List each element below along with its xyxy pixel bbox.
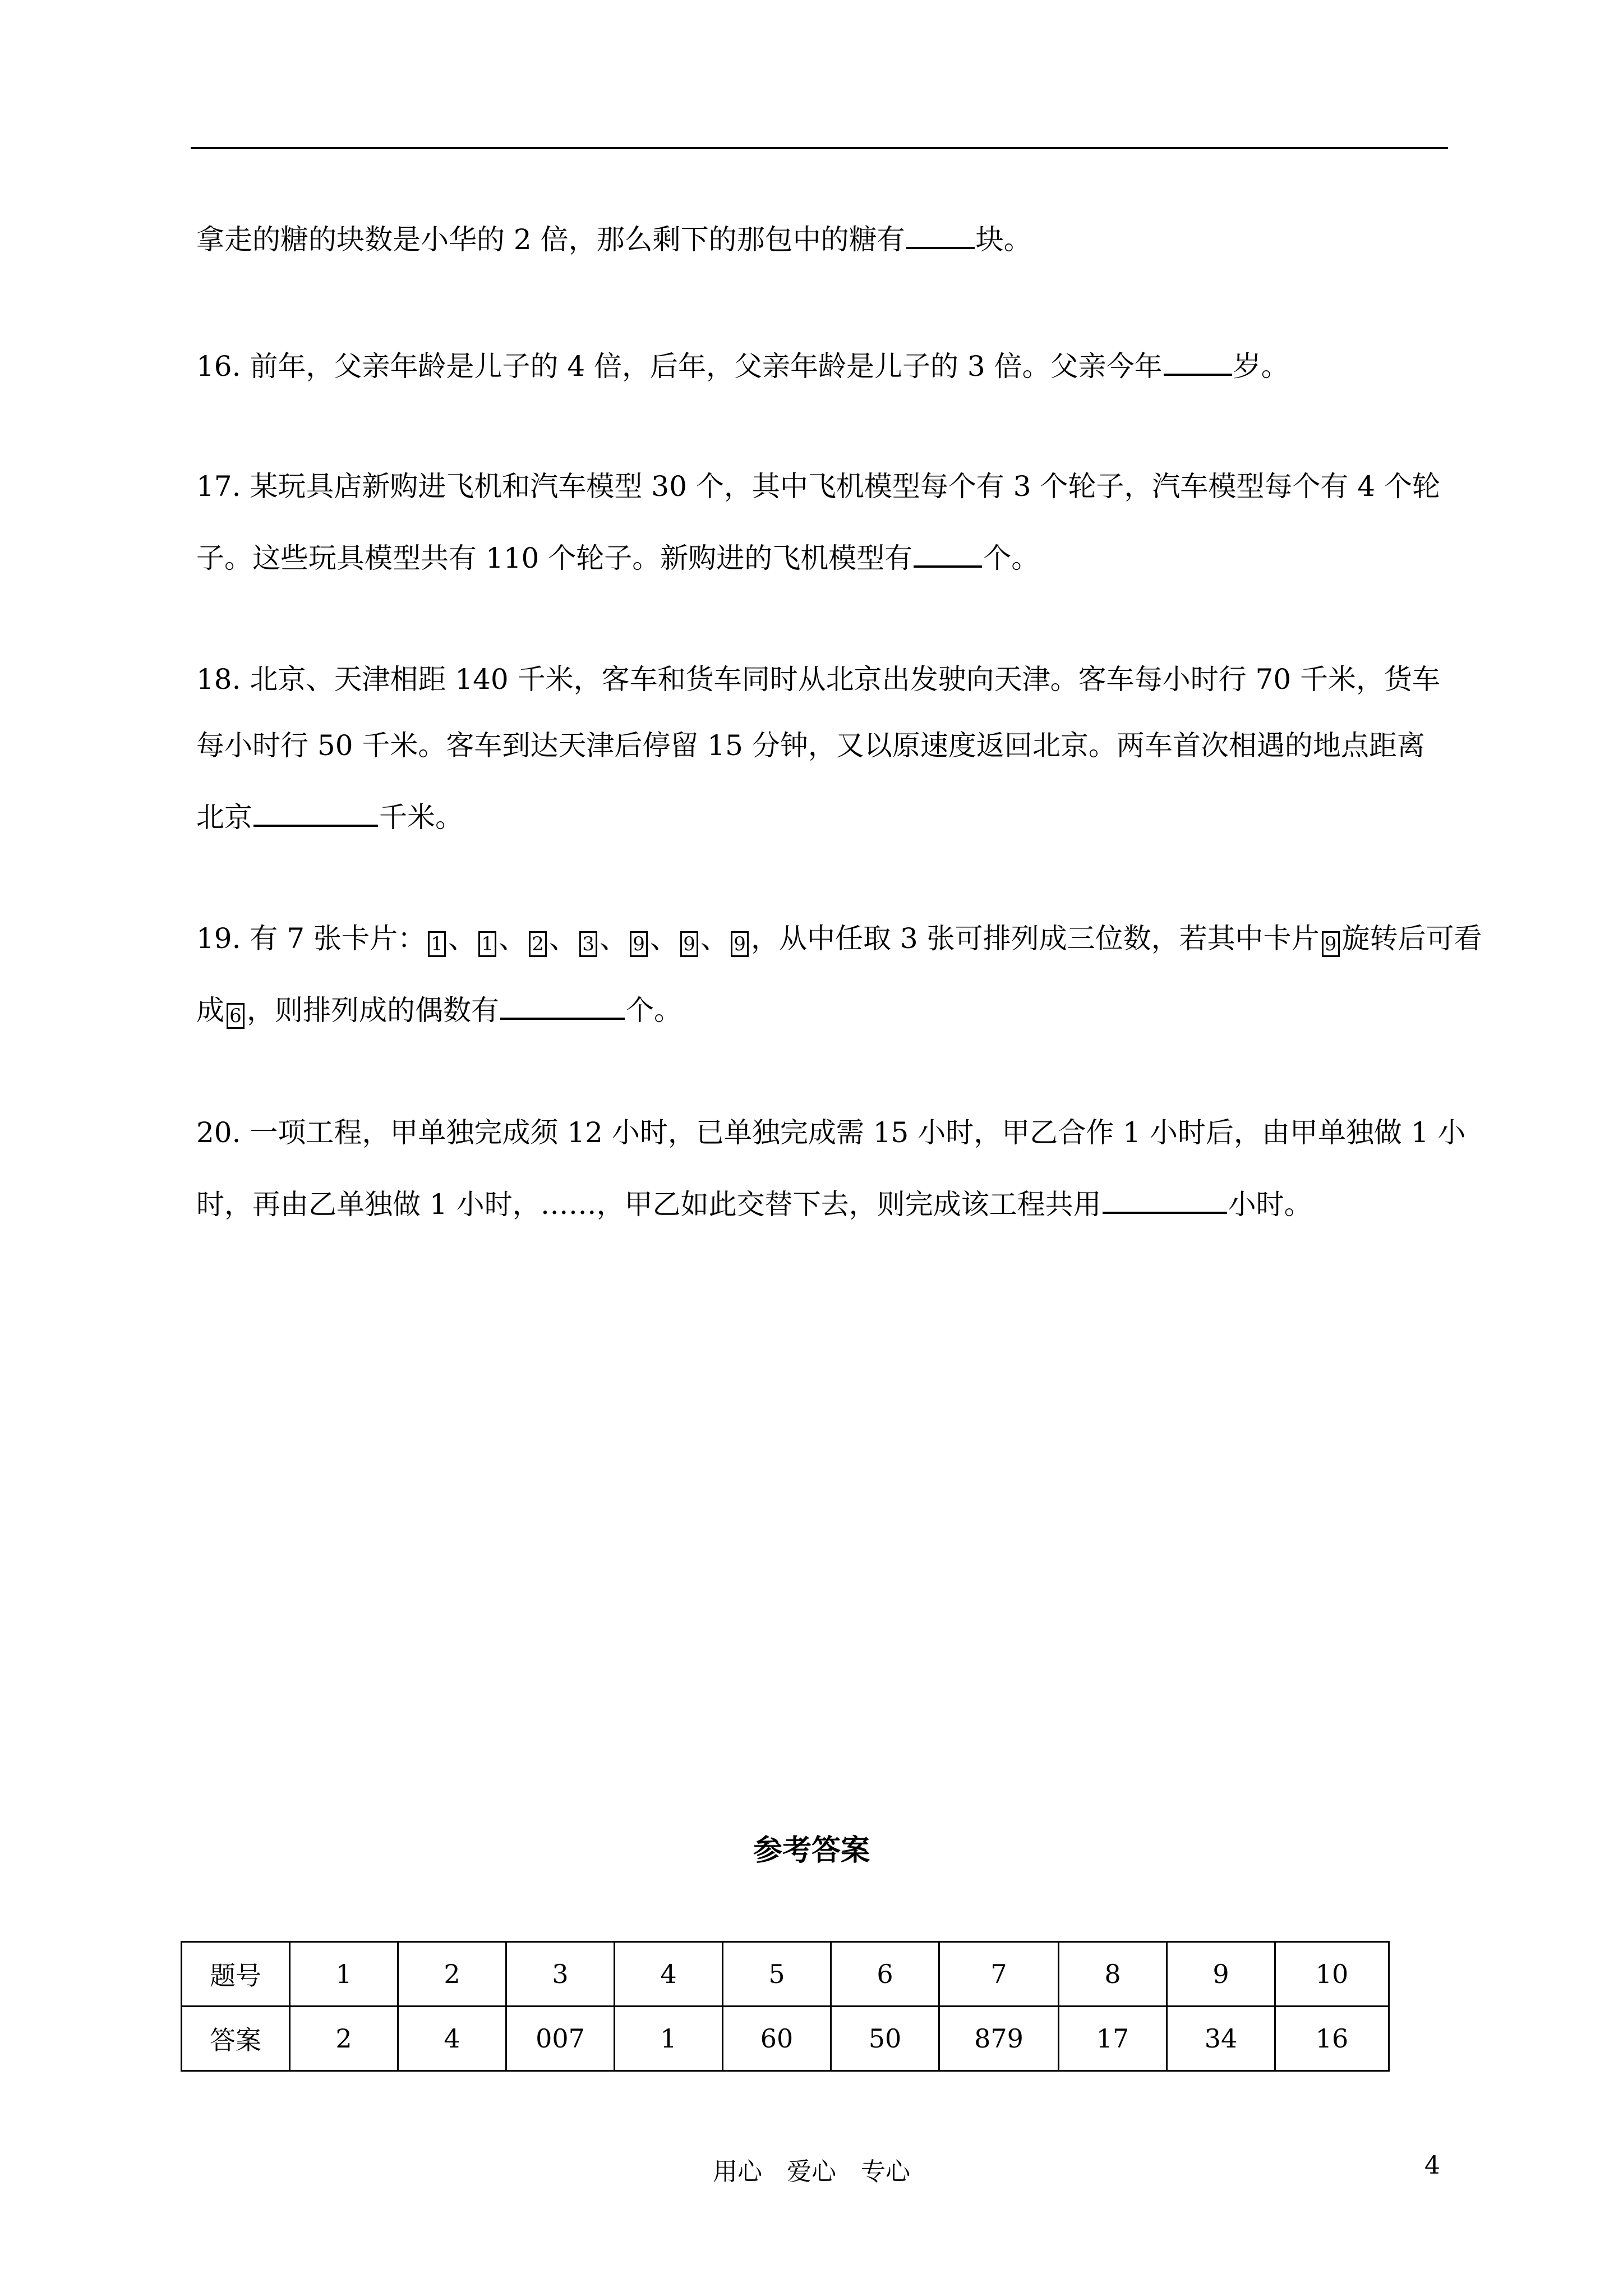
table-cell: 3 xyxy=(506,1942,615,2007)
table-cell: 10 xyxy=(1275,1942,1389,2007)
answer-blank xyxy=(1103,1185,1227,1214)
answer-blank xyxy=(906,220,975,249)
problem-17-line1: 17. 某玩具店新购进飞机和汽车模型 30 个，其中飞机模型每个有 3 个轮子，汽车模型每个有 4 个轮 xyxy=(196,470,1441,503)
table-cell: 16 xyxy=(1275,2007,1389,2071)
table-row-numbers xyxy=(182,1942,1389,2007)
answers-table xyxy=(181,1941,1390,2072)
table-cell: 50 xyxy=(831,2007,939,2071)
digit-card: 1 xyxy=(478,931,496,957)
problem-16: 16. 前年，父亲年龄是儿子的 4 倍，后年，父亲年龄是儿子的 3 倍。父亲今年 岁。 xyxy=(196,347,1289,380)
table-cell: 5 xyxy=(723,1942,831,2007)
digit-card: 9 xyxy=(1322,931,1340,957)
digit-card: 9 xyxy=(630,931,648,957)
table-cell: 6 xyxy=(831,1942,939,2007)
answer-blank xyxy=(253,798,378,827)
digit-card: 1 xyxy=(428,931,446,957)
answers-title: 参考答案 xyxy=(753,1833,870,1867)
table-cell: 1 xyxy=(615,2007,723,2071)
table-cell: 1 xyxy=(290,1942,398,2007)
digit-card: 2 xyxy=(529,931,547,957)
table-cell: 34 xyxy=(1167,2007,1275,2071)
table-cell: 4 xyxy=(398,2007,506,2071)
row-header: 答案 xyxy=(182,2007,290,2071)
header-rule xyxy=(191,147,1448,149)
problem-18-line1: 18. 北京、天津相距 140 千米，客车和货车同时从北京出发驶向天津。客车每小时行 70 千米，货车 xyxy=(196,663,1441,696)
table-row-answers xyxy=(182,2007,1389,2071)
digit-card: 9 xyxy=(731,931,749,957)
table-cell: 4 xyxy=(615,1942,723,2007)
problem-18-line2: 每小时行 50 千米。客车到达天津后停留 15 分钟，又以原速度返回北京。两车首次相遇的地点距离 xyxy=(196,729,1425,762)
digit-card: 6 xyxy=(227,1003,245,1029)
problem-19-line2: 成 6 ，则排列成的偶数有 个。 xyxy=(196,991,682,1029)
digit-card: 9 xyxy=(680,931,698,957)
table-cell: 007 xyxy=(506,2007,615,2071)
table-cell: 2 xyxy=(290,2007,398,2071)
problem-17-line2: 子。这些玩具模型共有 110 个轮子。新购进的飞机模型有 个。 xyxy=(196,539,1039,572)
table-cell: 9 xyxy=(1167,1942,1275,2007)
table-cell: 8 xyxy=(1059,1942,1167,2007)
problem-18-line3: 北京 千米。 xyxy=(196,798,463,831)
table-cell: 60 xyxy=(723,2007,831,2071)
footer-motto: 用心 爱心 专心 xyxy=(713,2157,910,2186)
problem-20-line2: 时，再由乙单独做 1 小时，……，甲乙如此交替下去，则完成该工程共用 小时。 xyxy=(196,1185,1312,1218)
table-cell: 2 xyxy=(398,1942,506,2007)
answer-blank xyxy=(914,539,982,568)
answer-blank xyxy=(1164,347,1232,376)
digit-card: 3 xyxy=(579,931,597,957)
table-cell: 17 xyxy=(1059,2007,1167,2071)
problem-15-continuation: 拿走的糖的块数是小华的 2 倍，那么剩下的那包中的糖有 块。 xyxy=(196,220,1032,254)
problem-20-line1: 20. 一项工程，甲单独完成须 12 小时，已单独完成需 15 小时，甲乙合作 1 小时后，由甲单独做 1 小 xyxy=(196,1116,1466,1149)
problem-19-line1: 19. 有 7 张卡片： 1 、 1 、 2 、 3 、 9 、 9 、 9 ，从中任取 3 张可排列成三位数，若其中卡片 9 旋转后可看 xyxy=(196,924,1482,957)
row-header: 题号 xyxy=(182,1942,290,2007)
page-number: 4 xyxy=(1424,2151,1440,2180)
table-cell: 879 xyxy=(939,2007,1059,2071)
answer-blank xyxy=(500,991,625,1020)
table-cell: 7 xyxy=(939,1942,1059,2007)
